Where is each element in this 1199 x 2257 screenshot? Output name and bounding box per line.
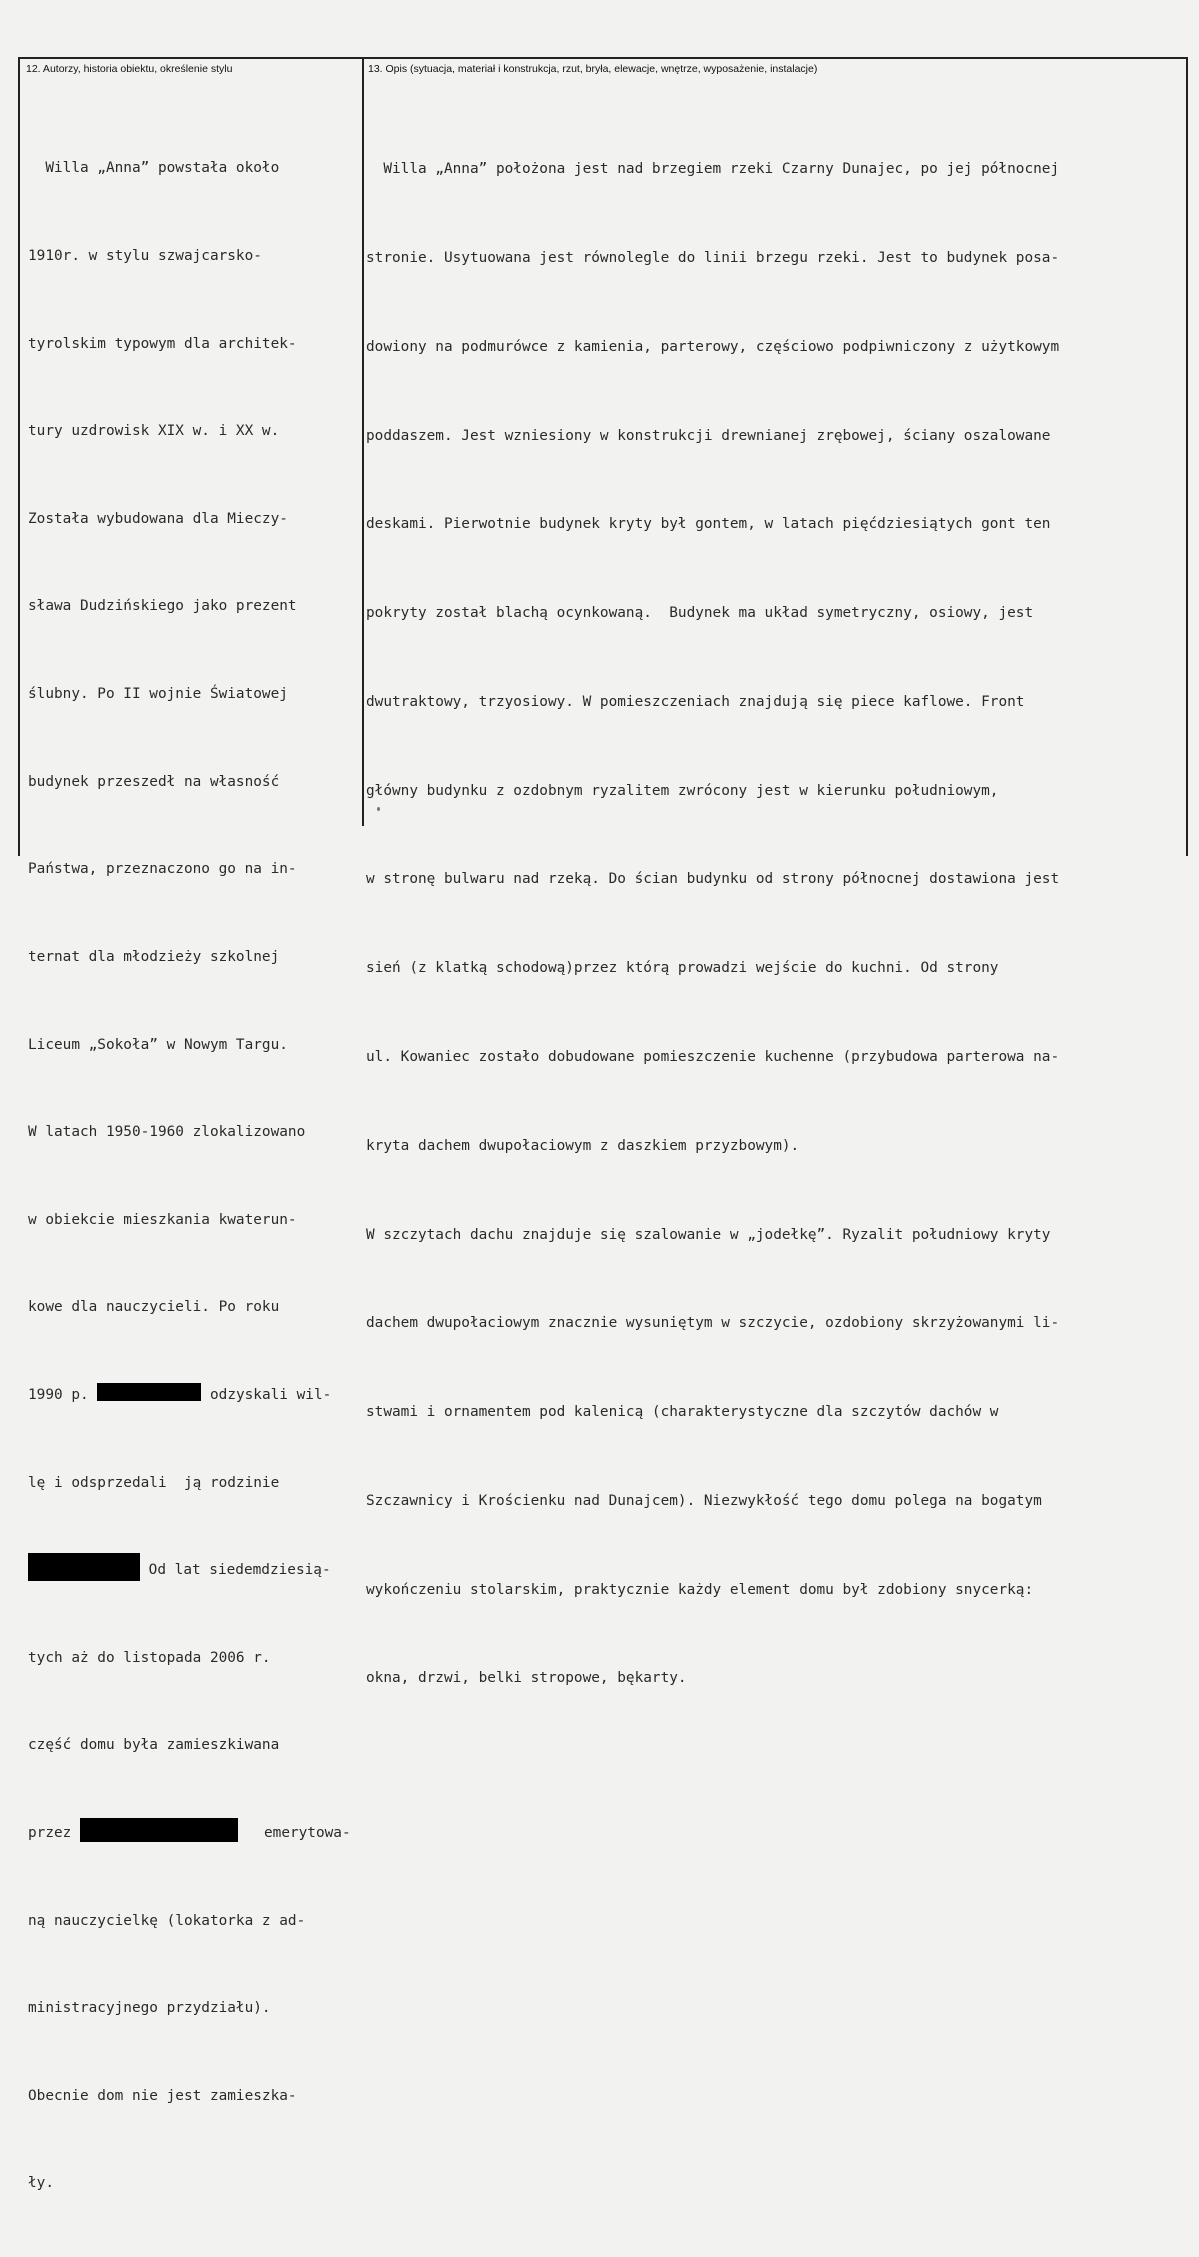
description-line: główny budynku z ozdobnym ryzalitem zwrócony jest w kierunku południowym, xyxy=(366,782,999,799)
history-line: część domu była zamieszkiwana xyxy=(28,1737,280,1754)
history-line: Liceum „Sokoła” w Nowym Targu. xyxy=(28,1036,288,1053)
history-line-end: Od lat siedemdziesią- xyxy=(140,1562,331,1579)
description-line: dowiony na podmurówce z kamienia, parterowy, częściowo podpiwniczony z użytkowym xyxy=(366,338,1060,355)
description-line: okna, drzwi, belki stropowe, bękarty. xyxy=(366,1670,687,1687)
form-top-border xyxy=(18,57,1188,59)
history-line-end: emerytowa- xyxy=(238,1824,351,1841)
description-line: deskami. Pierwotnie budynek kryty był gontem, w latach pięćdziesiątych gont ten xyxy=(366,516,1051,533)
redaction-bar xyxy=(97,1383,201,1401)
history-line: tury uzdrowisk XIX w. i XX w. xyxy=(28,423,280,440)
description-line: Willa „Anna” położona jest nad brzegiem rzeki Czarny Dunajec, po jej północnej xyxy=(366,161,1060,178)
scan-speck xyxy=(377,807,380,811)
description-line: ul. Kowaniec zostało dobudowane pomieszczenie kuchenne (przybudowa parterowa na- xyxy=(366,1049,1060,1065)
history-line-start: przez xyxy=(28,1824,72,1841)
description-line: pokryty został blachą ocynkowaną. Budynek ma układ symetryczny, osiowy, jest xyxy=(366,605,1034,622)
description-line: dachem dwupołaciowym znacznie wysuniętym w szczycie, ozdobiony skrzyżowanymi li- xyxy=(366,1315,1060,1332)
description-line: wykończeniu stolarskim, praktycznie każdy element domu był zdobiony snycerką: xyxy=(366,1581,1034,1598)
description-line: poddaszem. Jest wzniesiony w konstrukcji drewnianej zrębowej, ściany oszalowane xyxy=(366,427,1051,444)
history-line: ministracyjnego przydziału). xyxy=(28,2000,271,2017)
history-line: sława Dudzińskiego jako prezent xyxy=(28,598,297,615)
description-line: dwutraktowy, trzyosiowy. W pomieszczeniach znajdują się piece kaflowe. Front xyxy=(366,693,1025,710)
history-line-end: odzyskali wil- xyxy=(201,1386,332,1403)
history-line: tych aż do listopada 2006 r. xyxy=(28,1649,271,1666)
history-line-redacted xyxy=(28,1381,351,1410)
redaction-bar xyxy=(28,1553,140,1581)
history-line: Willa „Anna” powstała około xyxy=(28,160,280,177)
history-line: ślubny. Po II wojnie Światowej xyxy=(28,686,288,703)
column-divider xyxy=(362,57,364,826)
history-line-redacted xyxy=(28,1819,351,1848)
history-text-block xyxy=(28,96,351,2257)
history-line: 1910r. w stylu szwajcarsko- xyxy=(28,248,262,265)
description-line: stwami i ornamentem pod kalenicą (charakterystyczne dla szczytów dachów w xyxy=(366,1404,999,1421)
history-line-start: 1990 p. xyxy=(28,1386,89,1403)
history-section-header: 12. Autorzy, historia obiektu, określenie stylu xyxy=(26,63,233,75)
form-left-border xyxy=(18,57,20,856)
description-line: sień (z klatką schodową)przez którą prowadzi wejście do kuchni. Od strony xyxy=(366,960,999,977)
form-right-border xyxy=(1186,57,1188,856)
history-line: Państwa, przeznaczono go na in- xyxy=(28,861,297,878)
description-line: stronie. Usytuowana jest równolegle do linii brzegu rzeki. Jest to budynek posa- xyxy=(366,249,1060,266)
history-line: kowe dla nauczycieli. Po roku xyxy=(28,1299,280,1316)
redaction-bar xyxy=(80,1818,238,1842)
history-line: w obiekcie mieszkania kwaterun- xyxy=(28,1211,297,1228)
description-section-header: 13. Opis (sytuacja, materiał i konstrukcja, rzut, bryła, elewacje, wnętrze, wyposażenie, instalacje) xyxy=(368,63,818,75)
history-line: Obecnie dom nie jest zamieszka- xyxy=(28,2087,297,2104)
history-line: lę i odsprzedali ją rodzinie xyxy=(28,1474,280,1491)
description-line: Szczawnicy i Krościenku nad Dunajcem). Niezwykłość tego domu polega na bogatym xyxy=(366,1492,1042,1509)
history-line: W latach 1950-1960 zlokalizowano xyxy=(28,1124,306,1141)
history-line: ły. xyxy=(28,2175,54,2192)
description-text-block xyxy=(366,96,1059,1753)
description-line: kryta dachem dwupołaciowym z daszkiem przyzbowym). xyxy=(366,1137,800,1154)
history-line: ternat dla młodzieży szkolnej xyxy=(28,948,280,965)
history-line: tyrolskim typowym dla architek- xyxy=(28,335,297,352)
history-line-redacted xyxy=(28,1556,351,1585)
history-line: budynek przeszedł na własność xyxy=(28,773,280,790)
description-line: w stronę bulwaru nad rzeką. Do ścian budynku od strony północnej dostawiona jest xyxy=(366,871,1060,888)
history-line: Została wybudowana dla Mieczy- xyxy=(28,510,288,527)
description-line: W szczytach dachu znajduje się szalowanie w „jodełkę”. Ryzalit południowy kryty xyxy=(366,1226,1051,1243)
history-line: ną nauczycielkę (lokatorka z ad- xyxy=(28,1912,306,1929)
